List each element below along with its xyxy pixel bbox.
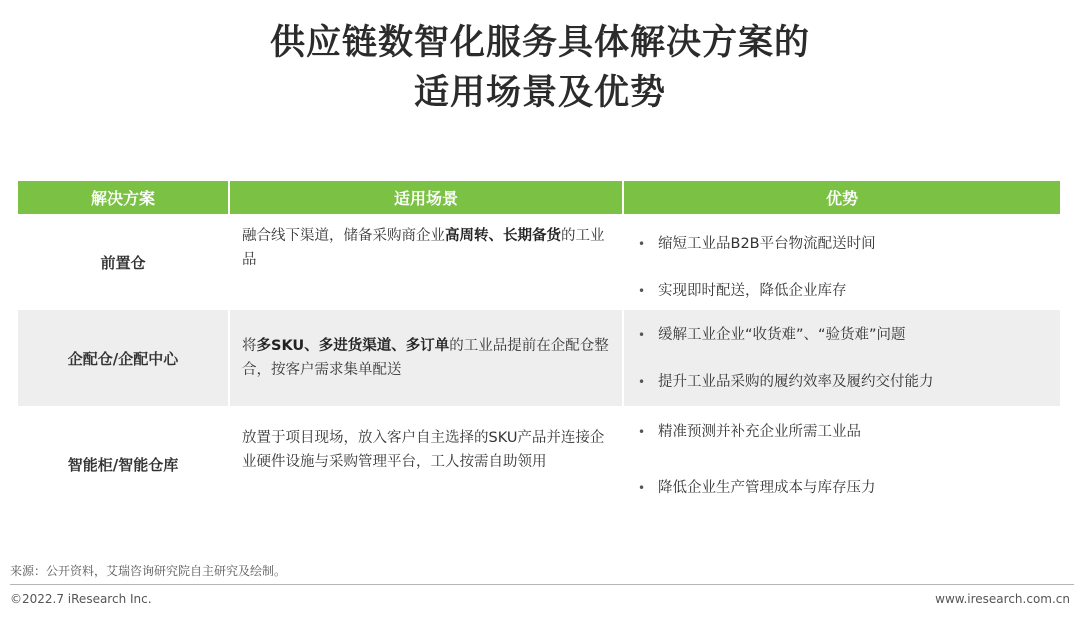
advantage-item: • 降低企业生产管理成本与库存压力 (638, 480, 876, 496)
table-row (18, 406, 1060, 522)
advantage-list (624, 214, 1060, 310)
scenario-segment: 放置于项目现场，放入客户自主选择的SKU产品并连接企业硬件设施与采购管理平台，工人按需自助领用 (242, 430, 605, 470)
scenario-text (230, 310, 624, 406)
header-solution: 解决方案 (18, 181, 230, 214)
advantage-list (624, 310, 1060, 406)
solution-name: 智能柜/智能仓库 (18, 406, 230, 522)
scenario-segment: 的工业品提前在企配仓整合，按客户需求集单配送 (242, 338, 609, 378)
website-link[interactable]: www.iresearch.com.cn (935, 592, 1070, 606)
scenario-segment: 将 (242, 338, 257, 354)
scenario-highlight: 高周转、长期备货 (445, 228, 561, 244)
bullet-dot-icon: • (638, 375, 646, 389)
advantage-list (624, 406, 1060, 522)
page-title-line-1: 供应链数智化服务具体解决方案的 (269, 23, 810, 63)
advantage-item: • 缩短工业品B2B平台物流配送时间 (638, 236, 876, 252)
page-title-line-2: 适用场景及优势 (413, 73, 666, 113)
scenario-highlight: 多SKU、多进货渠道、多订单 (256, 338, 450, 354)
table-row (18, 310, 1060, 406)
scenario-segment: 的工业品 (242, 228, 605, 268)
bullet-dot-icon: • (638, 328, 646, 342)
copyright-text: ©2022.7 iResearch Inc. (10, 592, 152, 606)
advantage-item: • 提升工业品采购的履约效率及履约交付能力 (638, 374, 934, 390)
solution-name: 企配仓/企配中心 (18, 310, 230, 406)
bullet-dot-icon: • (638, 237, 646, 251)
advantage-item: • 实现即时配送，降低企业库存 (638, 283, 847, 299)
table-header-row (18, 181, 1060, 214)
header-advantage: 优势 (825, 189, 858, 208)
table-row (18, 214, 1060, 310)
solution-name: 前置仓 (18, 214, 230, 310)
scenario-text (230, 214, 624, 310)
bullet-dot-icon: • (638, 425, 646, 439)
page-title (0, 18, 1080, 118)
source-note: 来源：公开资料，艾瑞咨询研究院自主研究及绘制。 (10, 564, 287, 578)
header-scenario: 适用场景 (230, 181, 624, 214)
bullet-dot-icon: • (638, 481, 646, 495)
bullet-dot-icon: • (638, 284, 646, 298)
scenario-segment: 融合线下渠道，储备采购商企业 (242, 228, 445, 244)
advantage-item: • 缓解工业企业“收货难”、“验货难”问题 (638, 327, 906, 343)
solutions-table (18, 181, 1060, 522)
footer-divider (10, 584, 1074, 585)
scenario-text (230, 406, 624, 522)
advantage-item: • 精准预测并补充企业所需工业品 (638, 424, 861, 440)
